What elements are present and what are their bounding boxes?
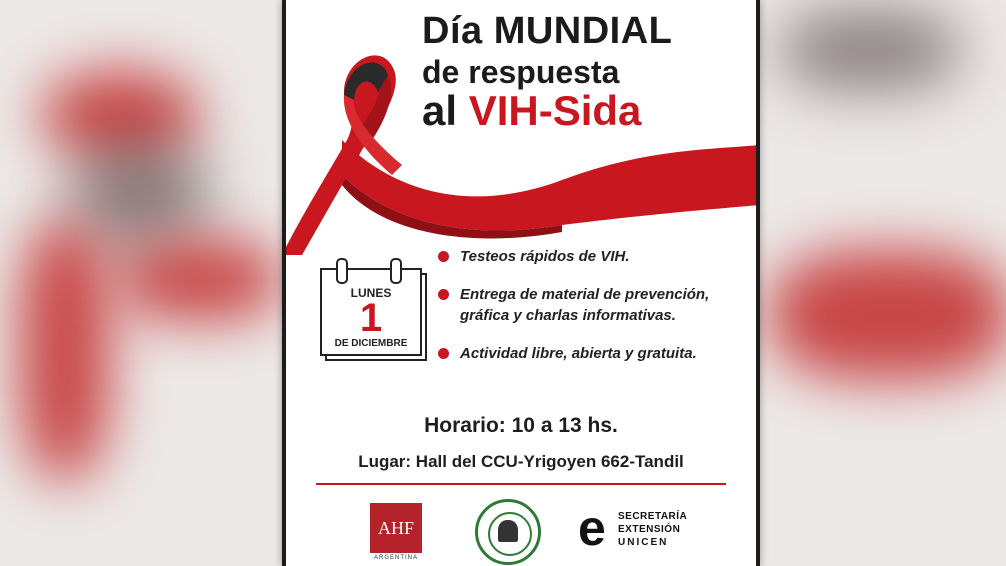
poster-border-right xyxy=(756,0,760,566)
title-line-1: Día MUNDIAL xyxy=(422,10,673,52)
blurred-background-right xyxy=(760,0,1006,566)
title-line-3-prefix: al xyxy=(422,87,469,134)
list-item: Entrega de material de prevención, gráfica y charlas informativas. xyxy=(438,284,758,326)
poster-title xyxy=(422,12,672,132)
calendar-icon xyxy=(320,258,424,358)
ahf-logo-subtitle: ARGENTINA xyxy=(373,555,418,561)
extension-logo-letter: e xyxy=(578,500,606,556)
ahf-logo-mark: AHF xyxy=(370,503,422,553)
schedule-text: Horario: 10 a 13 hs. xyxy=(424,414,618,437)
tree-icon xyxy=(498,520,518,542)
activity-list xyxy=(438,246,758,381)
calendar-month: DE DICIEMBRE xyxy=(334,338,408,349)
divider xyxy=(316,483,726,485)
extension-logo-text: SECRETARÍA EXTENSIÓN UNICEN xyxy=(618,511,688,548)
observatory-seal-logo xyxy=(475,499,541,565)
list-item: Testeos rápidos de VIH. xyxy=(438,246,758,267)
title-line-2: de respuesta xyxy=(422,54,620,90)
bullet-icon xyxy=(438,348,449,359)
calendar-ring-icon xyxy=(390,258,402,284)
blurred-background-left xyxy=(0,0,282,566)
bullet-icon xyxy=(438,251,449,262)
poster xyxy=(282,0,760,566)
extension-logo xyxy=(578,500,698,558)
bullet-icon xyxy=(438,289,449,300)
calendar-ring-icon xyxy=(336,258,348,284)
title-line-3 xyxy=(422,87,672,134)
ahf-logo xyxy=(370,503,422,563)
location-text: Lugar: Hall del CCU-Yrigoyen 662-Tandil xyxy=(358,452,684,471)
poster-border-left xyxy=(282,0,286,566)
calendar-weekday: LUNES xyxy=(350,286,392,300)
title-highlight: VIH-Sida xyxy=(468,87,642,134)
calendar-day: 1 xyxy=(359,296,383,340)
list-item: Actividad libre, abierta y gratuita. xyxy=(438,343,758,364)
